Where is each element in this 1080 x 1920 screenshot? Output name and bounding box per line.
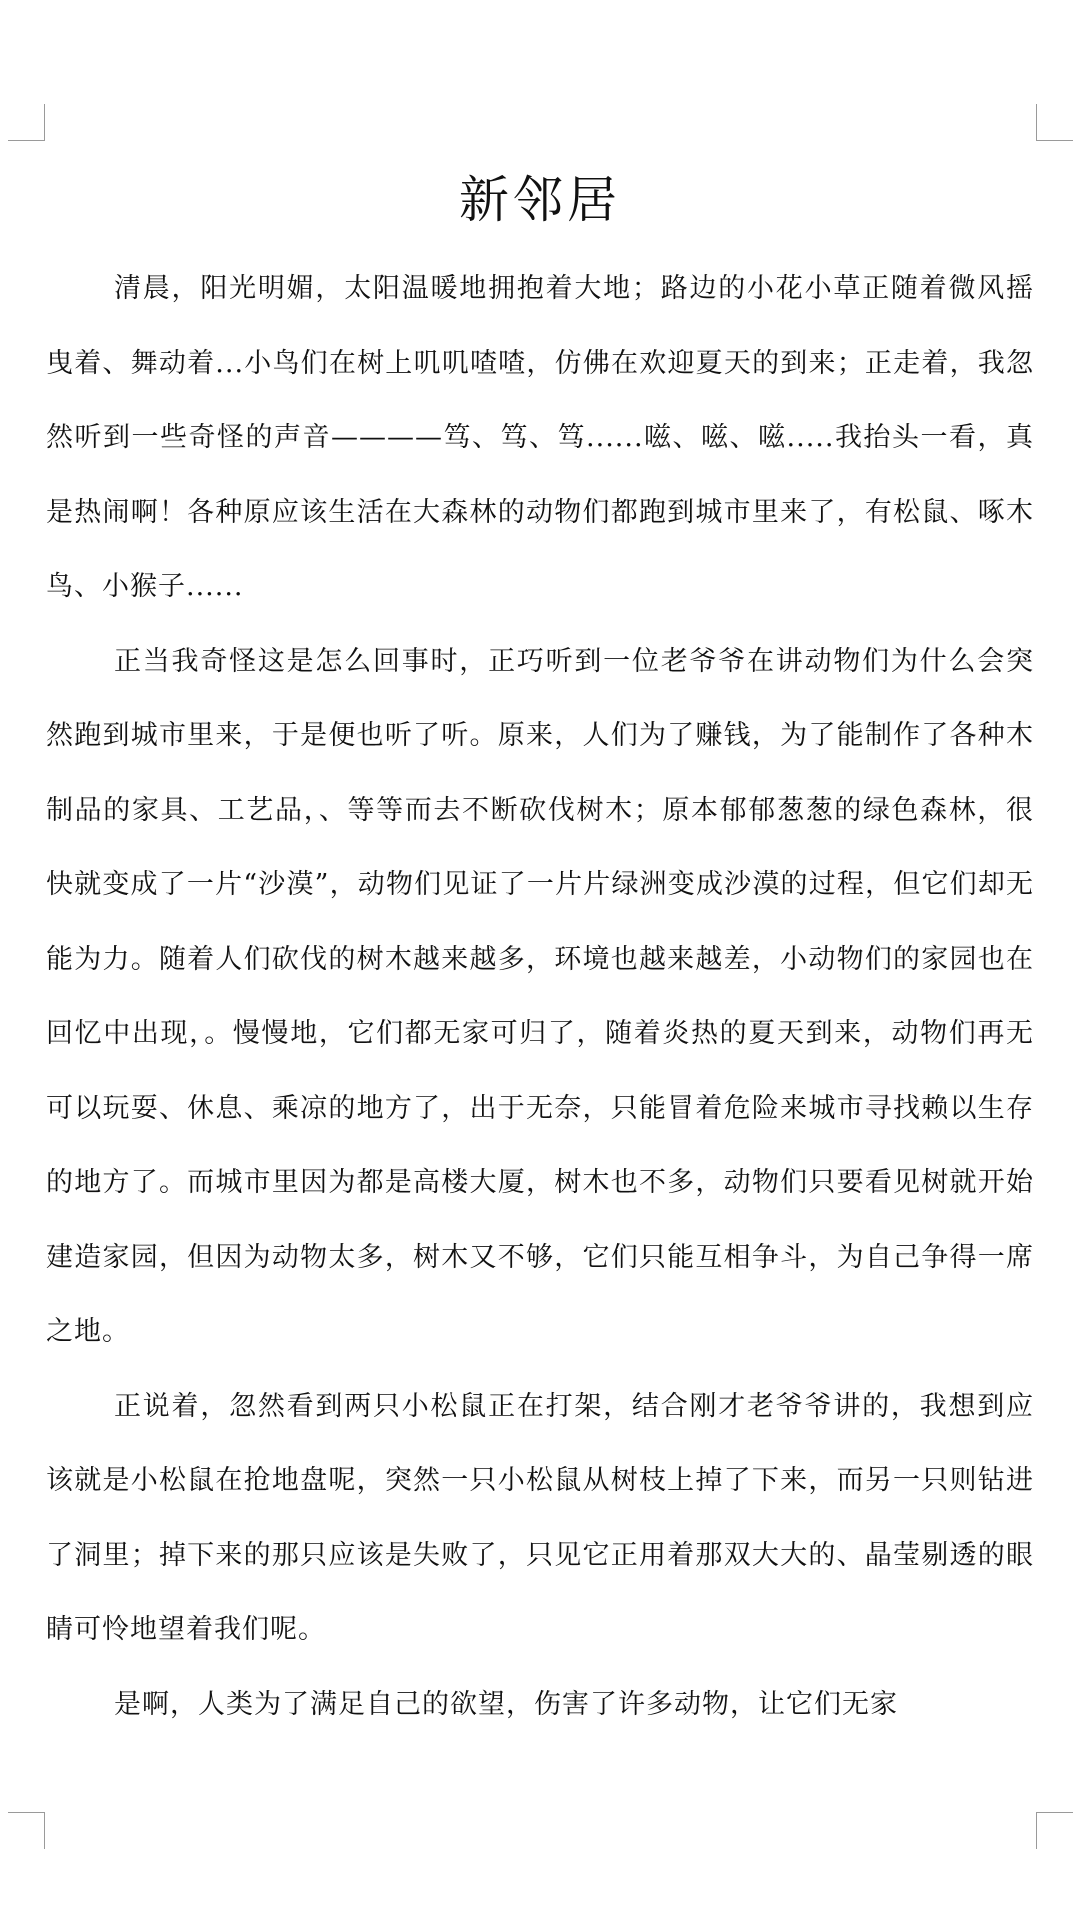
paragraph-4: 是啊，人类为了满足自己的欲望，伤害了许多动物，让它们无家: [114, 1688, 898, 1720]
paragraph-1: 清晨，阳光明媚，太阳温暖地拥抱着大地；路边的小花小草正随着微风摇曳着、舞动着...小鸟们在树上叽叽喳喳，仿佛在欢迎夏天的到来；正走着，我忽然听到一些奇怪的声音————笃、笃、笃......嗞、嗞、嗞.....我抬头一看，真是热闹啊！各种原应该生活在大森林的动物们都跑到城市里来了，有松鼠、啄木鸟、小猴子......: [46, 273, 1034, 602]
page-corner-mark-top-left: [8, 104, 45, 141]
paragraph-3: 正说着，忽然看到两只小松鼠正在打架，结合刚才老爷爷讲的，我想到应该就是小松鼠在抢地盘呢，突然一只小松鼠从树枝上掉了下来，而另一只则钻进了洞里；掉下来的那只应该是失败了，只见它正用着那双大大的、晶莹剔透的眼睛可怜地望着我们呢。: [46, 1390, 1034, 1645]
document-page: [46, 160, 1034, 1742]
document-title: 新邻居: [459, 171, 621, 229]
paragraph-2: 正当我奇怪这是怎么回事时，正巧听到一位老爷爷在讲动物们为什么会突然跑到城市里来，于是便也听了听。原来，人们为了赚钱，为了能制作了各种木制品的家具、工艺品，、等等而去不断砍伐树木；原本郁郁葱葱的绿色森林，很快就变成了一片“沙漠”，动物们见证了一片片绿洲变成沙漠的过程，但它们却无能为力。随着人们砍伐的树木越来越多，环境也越来越差，小动物们的家园也在回忆中出现，。慢慢地，它们都无家可归了，随着炎热的夏天到来，动物们再无可以玩耍、休息、乘凉的地方了，出于无奈，只能冒着危险来城市寻找赖以生存的地方了。而城市里因为都是高楼大厦，树木也不多，动物们只要看见树就开始建造家园，但因为动物太多，树木又不够，它们只能互相争斗，为自己争得一席之地。: [46, 645, 1034, 1347]
page-corner-mark-top-right: [1036, 104, 1073, 141]
page-corner-mark-bottom-right: [1036, 1812, 1073, 1849]
page-corner-mark-bottom-left: [8, 1812, 45, 1849]
